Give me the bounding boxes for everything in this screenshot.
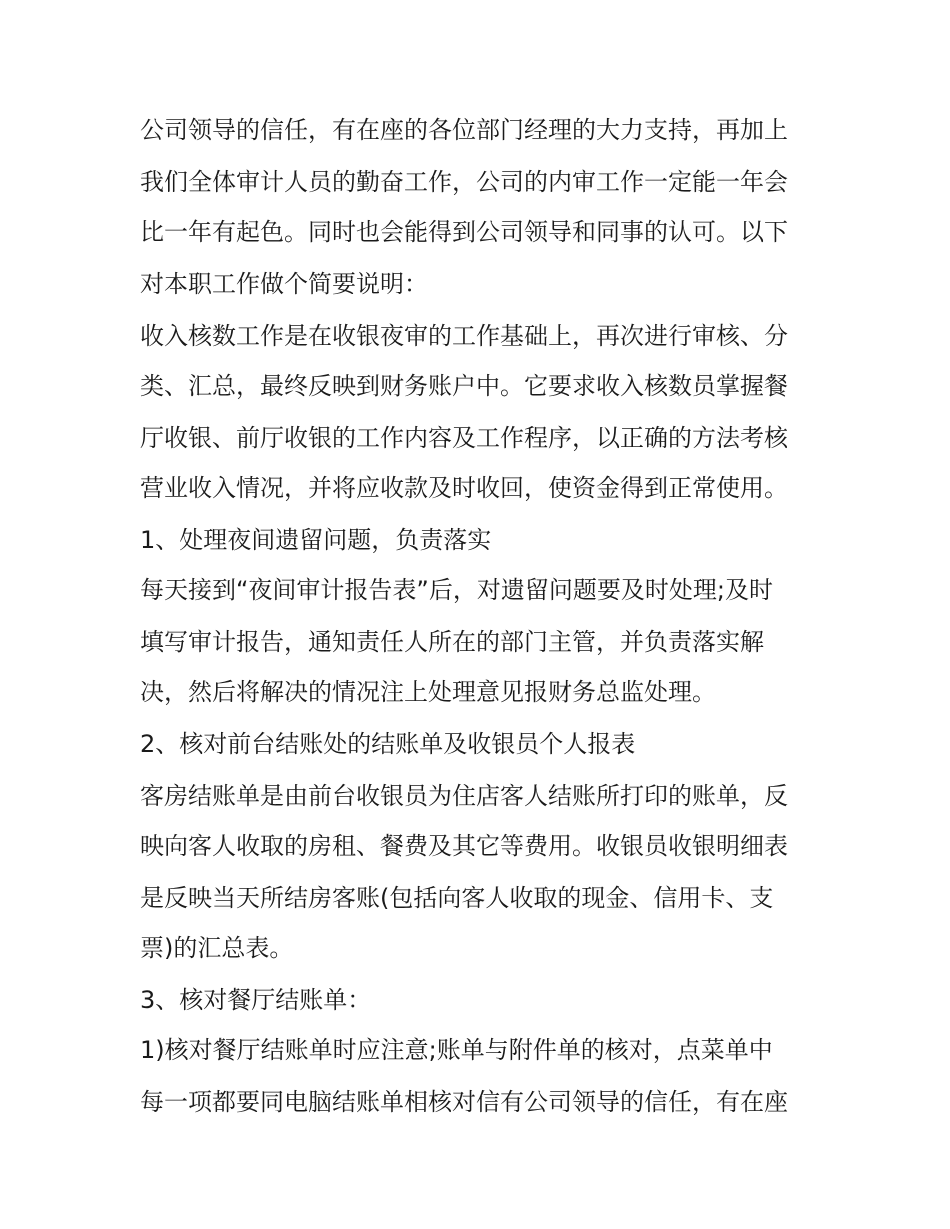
text-line-3: 比一年有起色。同时也会能得到公司领导和同事的认可。以下 (140, 218, 788, 246)
text-line-16: 是反映当天所结房客账(包括向客人收取的现金、信用卡、支 (140, 884, 774, 912)
text-line-4: 对本职工作做个简要说明： (140, 270, 428, 298)
text-line-2: 我们全体审计人员的勤奋工作，公司的内审工作一定能一年会 (140, 168, 788, 196)
text-line-19: 1)核对餐厅结账单时应注意;账单与附件单的核对，点菜单中 (140, 1036, 773, 1064)
text-line-7: 厅收银、前厅收银的工作内容及工作程序，以正确的方法考核 (140, 424, 788, 452)
text-line-1: 公司领导的信任，有在座的各位部门经理的大力支持，再加上 (140, 116, 788, 144)
text-line-17: 票)的汇总表。 (140, 934, 294, 962)
text-line-14: 客房结账单是由前台收银员为住店客人结账所打印的账单，反 (140, 782, 788, 810)
text-line-6: 类、汇总，最终反映到财务账户中。它要求收入核数员掌握餐 (140, 372, 788, 400)
text-line-5: 收入核数工作是在收银夜审的工作基础上，再次进行审核、分 (140, 322, 788, 350)
text-line-8: 营业收入情况，并将应收款及时收回，使资金得到正常使用。 (140, 474, 788, 502)
text-line-11: 填写审计报告，通知责任人所在的部门主管，并负责落实解 (140, 628, 764, 656)
text-line-20: 每一项都要同电脑结账单相核对信有公司领导的信任，有在座 (140, 1088, 788, 1116)
text-line-18: 3、核对餐厅结账单： (140, 986, 372, 1014)
text-line-15: 映向客人收取的房租、餐费及其它等费用。收银员收银明细表 (140, 832, 788, 860)
text-line-12: 决，然后将解决的情况注上处理意见报财务总监处理。 (140, 678, 716, 706)
text-line-9: 1、处理夜间遗留问题，负责落实 (140, 526, 492, 554)
text-line-10: 每天接到“夜间审计报告表”后，对遗留问题要及时处理;及时 (140, 576, 773, 604)
text-line-13: 2、核对前台结账处的结账单及收银员个人报表 (140, 730, 636, 758)
